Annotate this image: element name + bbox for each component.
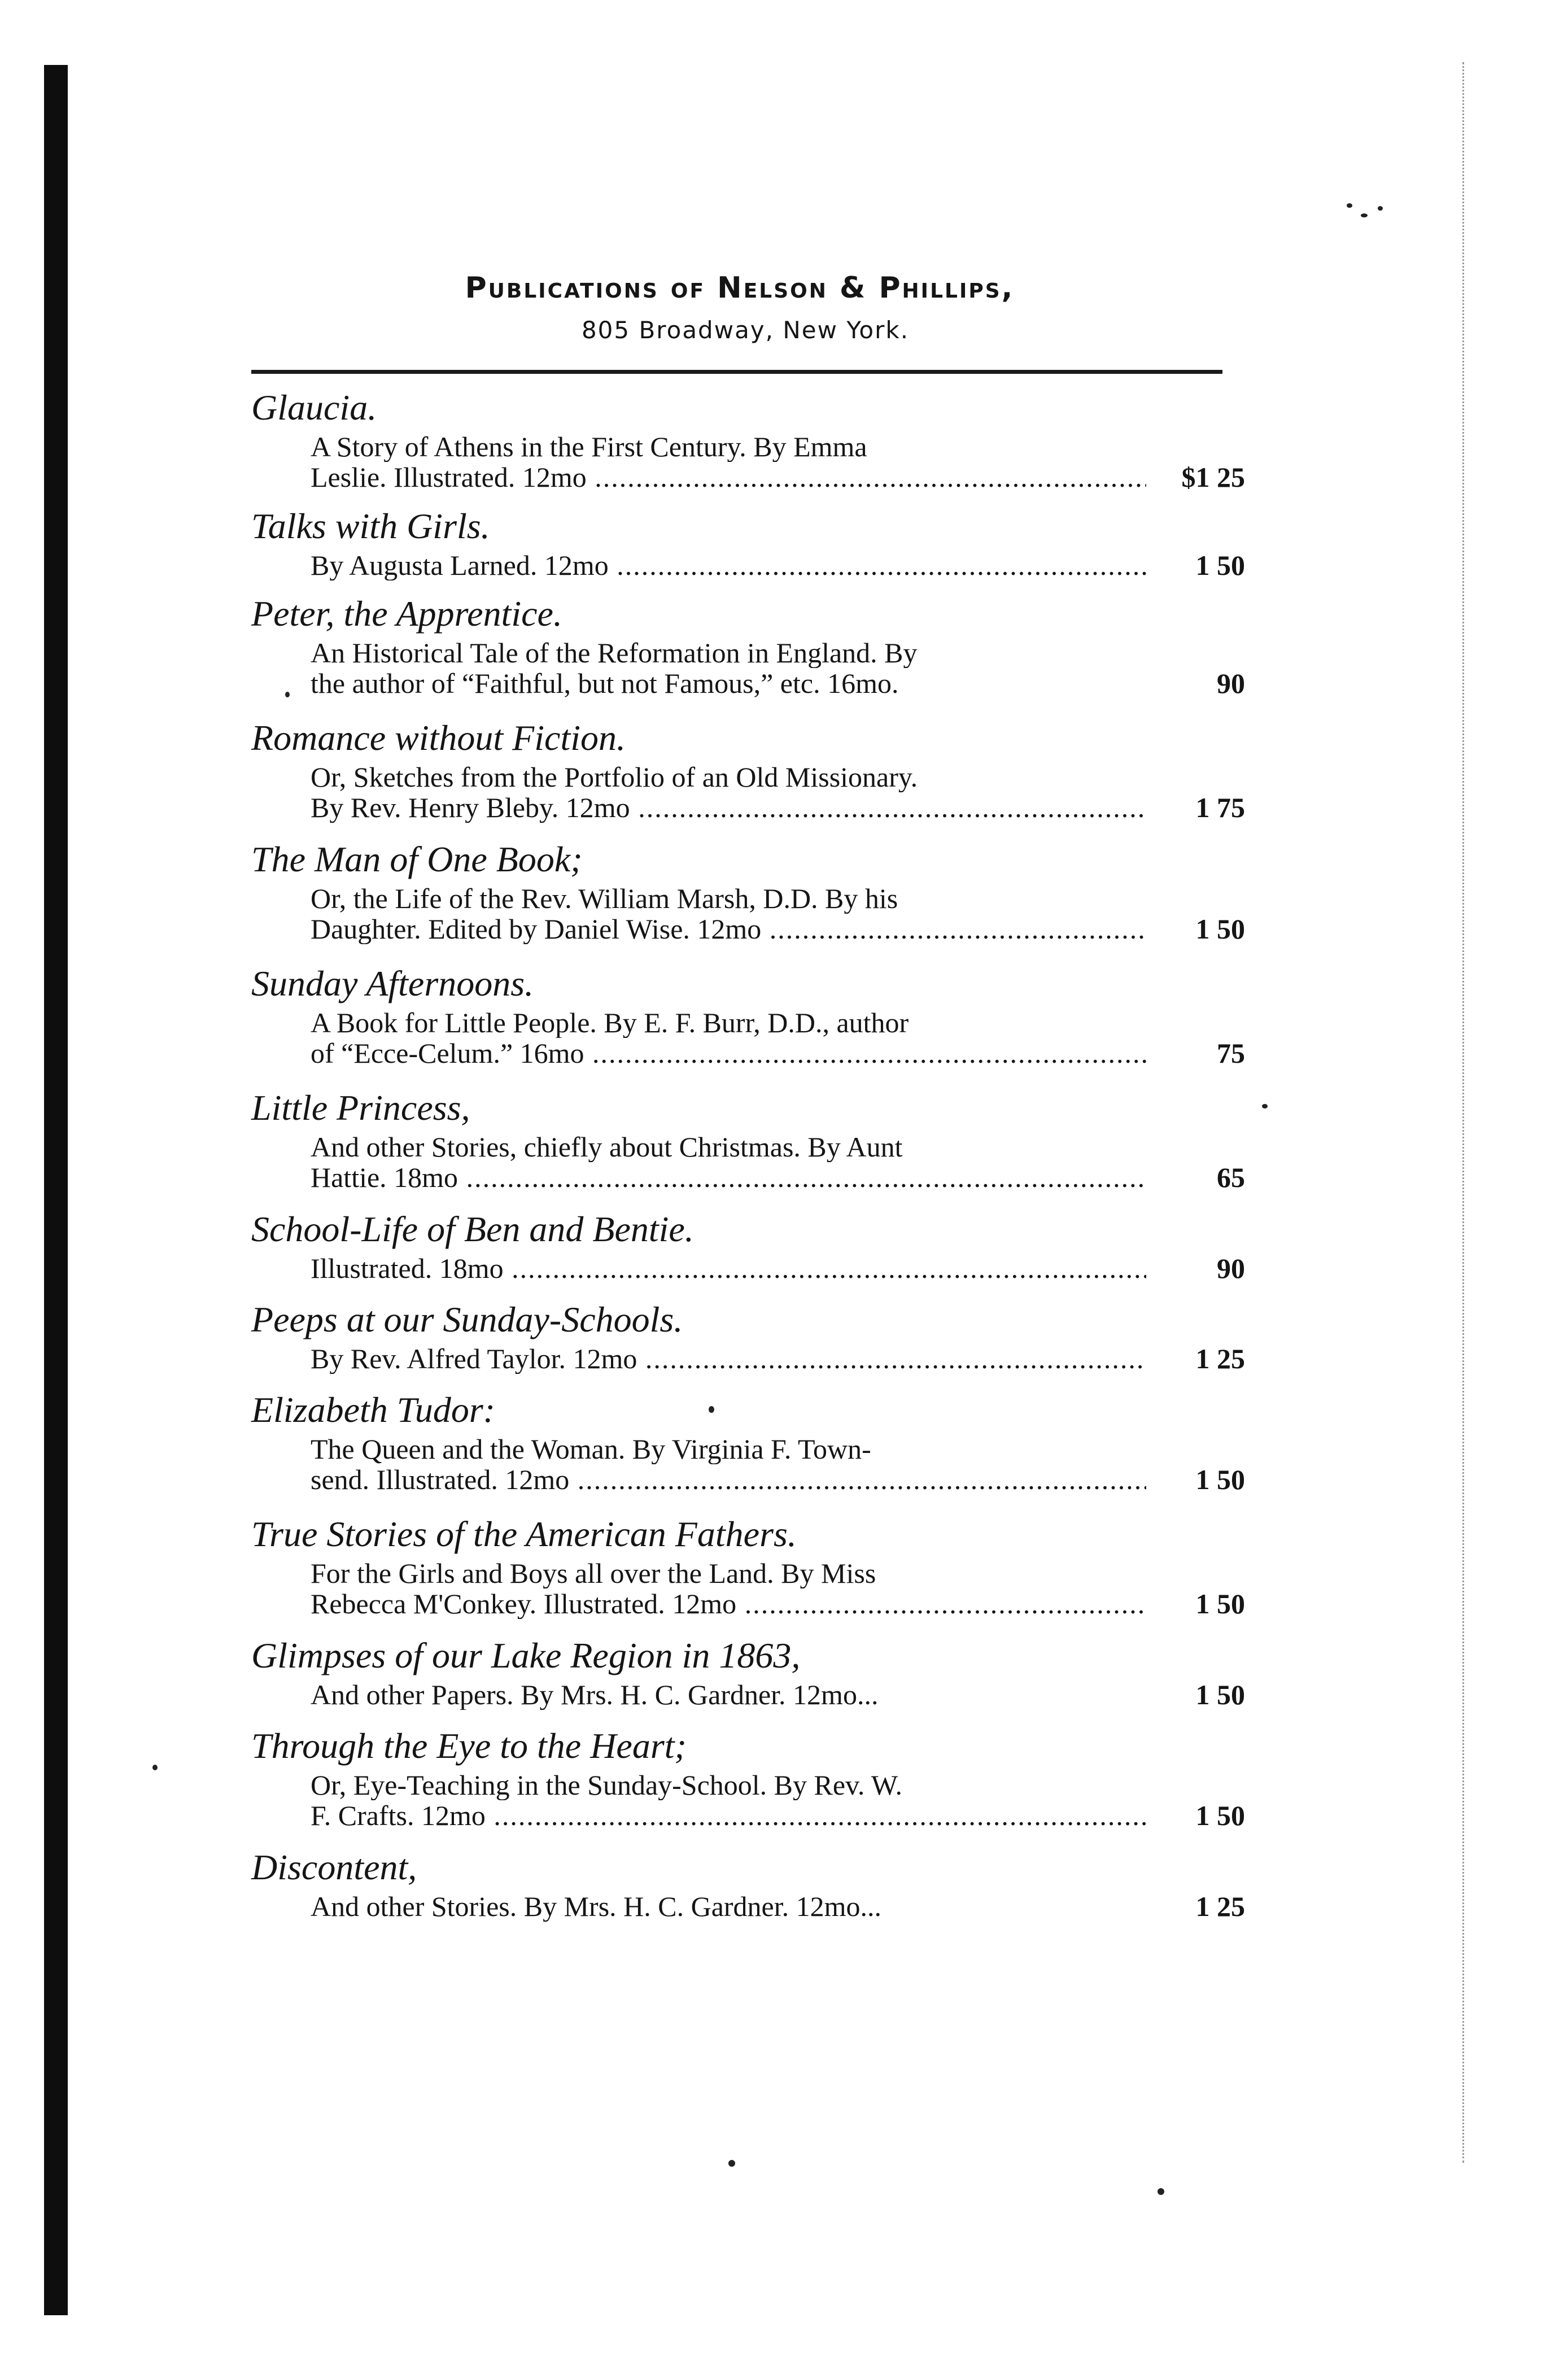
book-description: Or, Sketches from the Portfolio of an Old Missionary. [311,762,918,792]
book-entry [251,836,1245,960]
print-speck [1262,1104,1268,1108]
book-description: Hattie. 18mo ..... [311,1162,1146,1193]
print-speck [1158,2188,1164,2195]
book-price: 90 [1217,667,1245,699]
book-description: And other Stories, chiefly about Christmas. By Aunt [311,1132,903,1162]
book-title: Discontent, [251,1847,417,1887]
book-title: Little Princess, [251,1088,470,1128]
book-title: Glimpses of our Lake Region in 1863, [251,1635,801,1675]
book-description: An Historical Tale of the Reformation in England. By [311,638,918,668]
book-description: send. Illustrated. 12mo ..... [311,1464,1146,1495]
book-price: 1 25 [1195,1891,1245,1922]
book-price: 1 50 [1195,1464,1245,1495]
book-description: And other Papers. By Mrs. H. C. Gardner. 12mo... [311,1679,879,1710]
book-entry [251,1386,1245,1511]
book-entry [251,590,1245,714]
publisher-heading: Publications of Nelson & Phillips, [465,271,1015,305]
catalog-header [251,265,1228,350]
book-description: the author of “Faithful, but not Famous,” etc. 16mo. [311,668,899,699]
book-entry [251,1296,1245,1386]
book-description: A Book for Little People. By E. F. Burr, D.D., author [311,1007,909,1038]
book-price: $1 25 [1181,461,1245,493]
print-speck [1361,213,1368,217]
book-description: The Queen and the Woman. By Virginia F. Town- [311,1434,871,1464]
book-title: Romance without Fiction. [251,718,626,758]
book-entry [251,1844,1245,1934]
book-price: 1 75 [1195,792,1245,823]
book-price: 1 50 [1195,1800,1245,1831]
book-entry [251,384,1245,503]
book-entry [251,714,1245,836]
book-price: 1 50 [1195,1588,1245,1620]
book-description: Daughter. Edited by Daniel Wise. 12mo ..... [311,914,1146,944]
page-gutter-shadow [44,65,68,2315]
book-description: Leslie. Illustrated. 12mo ..... [311,462,1146,492]
book-description: F. Crafts. 12mo ..... [311,1800,1146,1831]
print-speck [728,2160,735,2167]
book-title: Through the Eye to the Heart; [251,1726,687,1766]
book-entry [251,1084,1245,1206]
book-entry [251,1632,1245,1722]
print-speck [1347,203,1352,208]
book-description: of “Ecce-Celum.” 16mo ..... [311,1038,1146,1068]
book-description: By Rev. Henry Bleby. 12mo ..... [311,792,1146,823]
publisher-address: 805 Broadway, New York. [581,316,910,344]
book-price: 90 [1217,1252,1245,1284]
book-description: A Story of Athens in the First Century. By Emma [311,431,867,462]
book-title: School-Life of Ben and Bentie. [251,1209,694,1249]
book-price: 1 50 [1195,1679,1245,1710]
book-description: Or, the Life of the Rev. William Marsh, D.D. By his [311,883,898,914]
book-entry [251,1511,1245,1632]
book-price: 1 50 [1195,913,1245,945]
book-title: Peeps at our Sunday-Schools. [251,1299,683,1339]
page-edge-marks [1462,62,1464,2163]
book-title: Peter, the Apprentice. [251,593,562,634]
book-description: Rebecca M'Conkey. Illustrated. 12mo ..... [311,1588,1146,1619]
book-title: True Stories of the American Fathers. [251,1514,797,1554]
book-title: Sunday Afternoons. [251,963,534,1003]
book-description: By Augusta Larned. 12mo ..... [311,550,1146,581]
book-title: Glaucia. [251,387,377,427]
book-entry [251,960,1245,1084]
book-price: 75 [1217,1037,1245,1069]
book-entry [251,1206,1245,1296]
header-rule [251,370,1222,374]
book-entry [251,1722,1245,1844]
book-title: Talks with Girls. [251,506,490,546]
print-speck [1378,206,1383,211]
book-description: Illustrated. 18mo ..... [311,1253,1146,1284]
book-price: 1 25 [1195,1343,1245,1374]
book-entry [251,503,1245,590]
print-speck [152,1765,158,1770]
book-description: For the Girls and Boys all over the Land. By Miss [311,1558,876,1588]
book-price: 1 50 [1195,549,1245,581]
book-description: And other Stories. By Mrs. H. C. Gardner. 12mo... [311,1891,882,1922]
book-title: The Man of One Book; [251,839,583,879]
book-description: By Rev. Alfred Taylor. 12mo ..... [311,1343,1146,1374]
book-price: 65 [1217,1162,1245,1193]
book-title: Elizabeth Tudor: [251,1390,496,1430]
book-list [251,384,1245,1934]
book-description: Or, Eye-Teaching in the Sunday-School. By Rev. W. [311,1770,903,1800]
